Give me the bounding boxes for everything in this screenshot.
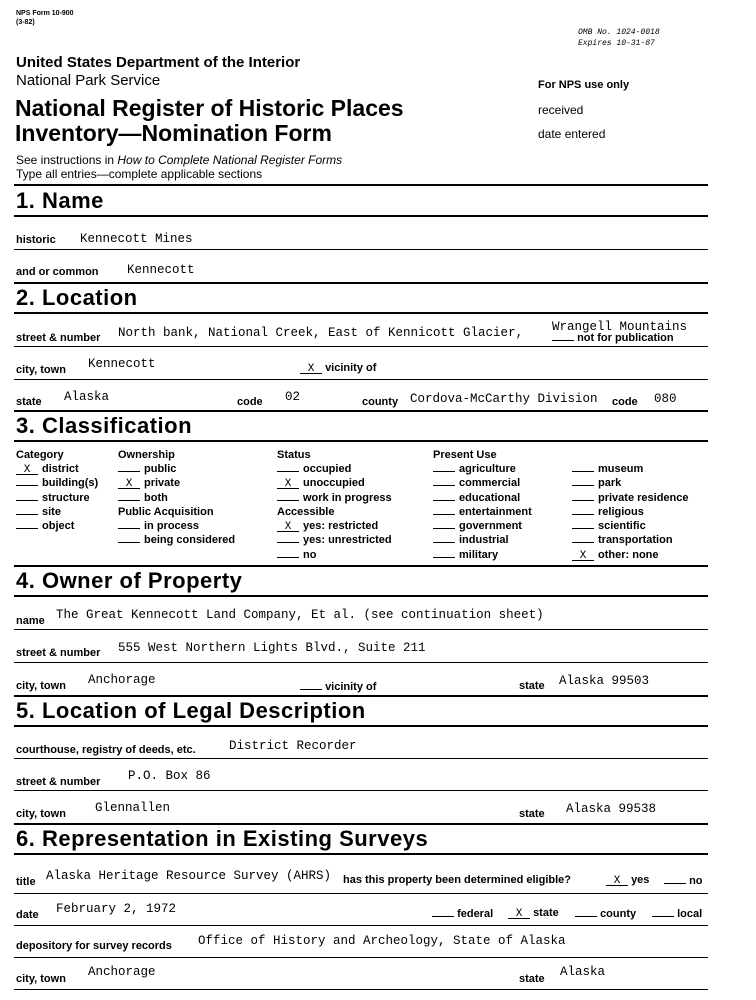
present-use-option[interactable]: industrial [433,534,532,548]
category-option[interactable]: object [16,520,98,534]
city-town-field[interactable]: Kennecott [88,357,156,371]
present-use-option[interactable]: religious [572,506,689,520]
acquisition-list [118,520,235,549]
present-use-option[interactable]: commercial [433,477,532,491]
present-use-option[interactable]: X other: none [572,549,689,563]
survey-date-label: date [16,909,39,921]
county-label: county [362,396,399,408]
owner-city-label: city, town [16,680,66,692]
present-use-list-2 [572,463,689,563]
field-rule [14,379,708,380]
field-rule [14,790,708,791]
omb-number: OMB No. 1024-0018 [578,28,660,37]
street-extra-field[interactable]: Wrangell Mountains [552,320,688,334]
survey-title-label: title [16,876,36,888]
form-revision: (3-82) [16,19,35,26]
status-heading: Status [277,449,311,461]
nps-use-label: For NPS use only [538,79,630,91]
common-name-label: and or common [16,266,99,278]
section-1-title: 1. Name [16,188,104,213]
status-list [277,463,392,506]
state-code-field[interactable]: 02 [285,390,301,404]
present-use-option[interactable]: park [572,477,689,491]
present-use-option[interactable]: educational [433,492,532,506]
instructions-line2: Type all entries—complete applicable sections [16,167,263,181]
present-use-list-1 [433,463,532,563]
courthouse-field[interactable]: District Recorder [229,739,357,753]
county-code-label: code [612,396,638,408]
ownership-list [118,463,180,506]
state-survey-checkbox[interactable]: X state [508,907,559,919]
county-field[interactable]: Cordova-McCarthy Division [410,392,598,406]
section-rule [14,595,708,597]
section-rule [14,853,708,855]
depository-city-label: city, town [16,973,66,985]
accessible-option[interactable]: no [277,549,392,563]
ownership-option[interactable]: public [118,463,180,477]
local-checkbox[interactable]: local [652,907,702,920]
department-name: United States Department of the Interior [16,54,301,71]
eligible-question: has this property been determined eligible? [343,874,571,886]
street-number-field[interactable]: North bank, National Creek, East of Kennicott Glacier, [118,326,524,340]
legal-street-label: street & number [16,776,101,788]
owner-name-field[interactable]: The Great Kennecott Land Company, Et al. (see continuation sheet) [56,608,544,622]
eligible-yes-checkbox[interactable]: X yes [606,874,649,886]
owner-vicinity-checkbox[interactable]: vicinity of [300,680,376,693]
section-4-title: 4. Owner of Property [16,568,243,593]
not-for-publication[interactable]: not for publication [552,331,674,344]
section-2-title: 2. Location [16,285,138,310]
acquisition-option[interactable]: being considered [118,534,235,548]
field-rule [14,249,708,250]
ownership-option[interactable]: both [118,492,180,506]
present-use-option[interactable]: transportation [572,534,689,548]
field-rule [14,662,708,663]
legal-city-field[interactable]: Glennallen [95,801,171,815]
present-use-option[interactable]: museum [572,463,689,477]
field-rule [14,893,708,894]
depository-state-field[interactable]: Alaska [560,965,606,979]
section-rule [14,565,708,567]
owner-state-label: state [519,680,545,692]
form-title-line2: Inventory—Nomination Form [15,120,332,146]
owner-street-label: street & number [16,647,101,659]
legal-street-field[interactable]: P.O. Box 86 [128,769,211,783]
depository-state-label: state [519,973,545,985]
common-name-field[interactable]: Kennecott [127,263,195,277]
depository-field[interactable]: Office of History and Archeology, State of Alaska [198,934,566,948]
present-use-heading: Present Use [433,449,497,461]
eligible-no-checkbox[interactable]: no [664,874,703,887]
category-list [16,463,98,534]
instructions-line1: See instructions in How to Complete National Register Forms [16,153,343,167]
present-use-option[interactable]: government [433,520,532,534]
historic-name-field[interactable]: Kennecott Mines [80,232,193,246]
acquisition-option[interactable]: in process [118,520,235,534]
expiration-date: Expires 10-31-87 [578,39,655,48]
federal-checkbox[interactable]: federal [432,907,493,920]
section-5-title: 5. Location of Legal Description [16,698,366,723]
service-name: National Park Service [16,72,161,89]
field-rule [14,925,708,926]
category-option[interactable]: X district [16,463,98,477]
survey-date-field[interactable]: February 2, 1972 [56,902,177,916]
date-entered-label: date entered [538,127,606,141]
section-6-title: 6. Representation in Existing Surveys [16,826,429,851]
section-rule [14,215,708,217]
accessible-list [277,520,392,563]
owner-street-field[interactable]: 555 West Northern Lights Blvd., Suite 211 [118,641,426,655]
received-label: received [538,103,584,117]
field-rule [14,346,708,347]
field-rule [14,989,708,990]
accessible-option[interactable]: yes: unrestricted [277,534,392,548]
category-option[interactable]: structure [16,492,98,506]
section-rule [14,440,708,442]
field-rule [14,957,708,958]
section-rule [14,823,708,825]
public-acquisition-heading: Public Acquisition [118,506,214,518]
field-rule [14,758,708,759]
status-option[interactable]: occupied [277,463,392,477]
category-option[interactable]: building(s) [16,477,98,491]
section-rule [14,312,708,314]
present-use-option[interactable]: entertainment [433,506,532,520]
historic-label: historic [16,234,56,246]
code-label: code [237,396,263,408]
state-field[interactable]: Alaska [64,390,110,404]
status-option[interactable]: work in progress [277,492,392,506]
section-rule [14,410,708,412]
section-3-title: 3. Classification [16,413,193,438]
present-use-option[interactable]: military [433,549,532,563]
city-town-label: city, town [16,364,66,376]
form-title-line1: National Register of Historic Places [15,95,404,121]
ownership-heading: Ownership [118,449,175,461]
survey-title-field[interactable]: Alaska Heritage Resource Survey (AHRS) [46,869,332,883]
owner-city-field[interactable]: Anchorage [88,673,156,687]
depository-city-field[interactable]: Anchorage [88,965,156,979]
legal-state-label: state [519,808,545,820]
legal-city-label: city, town [16,808,66,820]
vicinity-checkbox[interactable]: X vicinity of [300,362,376,374]
owner-state-field[interactable]: Alaska 99503 [559,674,650,688]
section-rule [14,184,708,186]
owner-name-label: name [16,615,45,627]
present-use-option[interactable]: scientific [572,520,689,534]
street-number-label: street & number [16,332,101,344]
section-rule [14,695,708,697]
status-option[interactable]: X unoccupied [277,477,392,491]
legal-state-field[interactable]: Alaska 99538 [566,802,657,816]
courthouse-label: courthouse, registry of deeds, etc. [16,744,196,756]
state-label: state [16,396,42,408]
section-rule [14,282,708,284]
present-use-option[interactable]: private residence [572,492,689,506]
accessible-heading: Accessible [277,506,335,518]
category-heading: Category [16,449,64,461]
county-checkbox[interactable]: county [575,907,636,920]
present-use-option[interactable]: agriculture [433,463,532,477]
field-rule [14,629,708,630]
ownership-option[interactable]: X private [118,477,180,491]
section-rule [14,725,708,727]
accessible-option[interactable]: X yes: restricted [277,520,392,534]
category-option[interactable]: site [16,506,98,520]
county-code-field[interactable]: 080 [654,392,677,406]
depository-label: depository for survey records [16,940,172,952]
form-number: NPS Form 10-900 [16,10,74,17]
